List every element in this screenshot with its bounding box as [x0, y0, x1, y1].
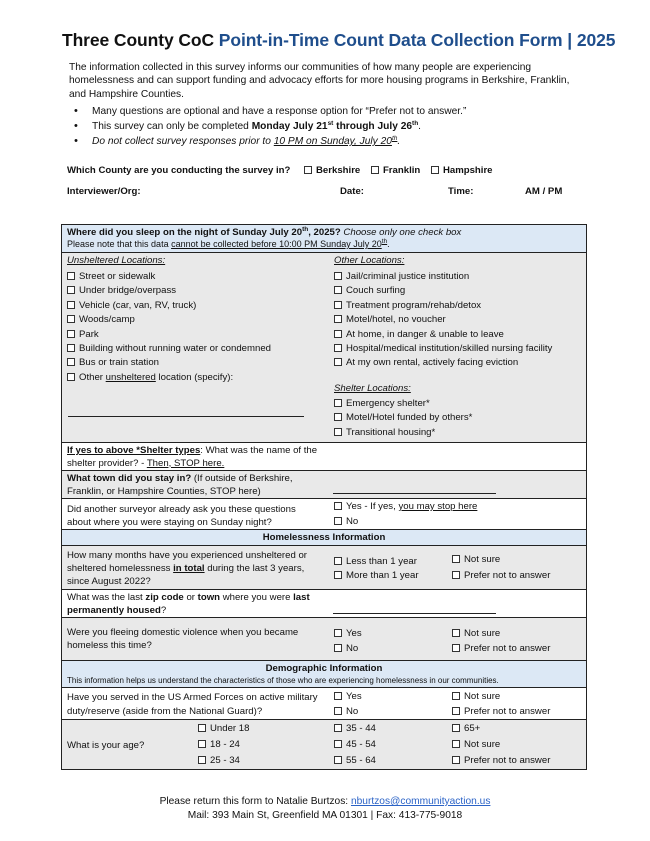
county-question: Which County are you conducting the survey in?	[67, 165, 291, 176]
dv-prefer-not[interactable]	[452, 643, 550, 654]
checkbox[interactable]	[452, 644, 460, 652]
checkbox[interactable]	[334, 692, 342, 700]
option-label: 18 - 24	[210, 739, 240, 750]
option-label: Couch surfing	[346, 285, 406, 297]
checkbox[interactable]	[452, 571, 460, 579]
option-couch[interactable]	[334, 284, 552, 298]
question-text: during the last 3 years, since August 2022?	[67, 563, 305, 587]
checkbox[interactable]	[334, 517, 342, 525]
checkbox[interactable]	[334, 724, 342, 732]
checkbox[interactable]	[334, 756, 342, 764]
sup: th	[381, 238, 388, 245]
sleep-locations	[62, 252, 586, 442]
question-bold: town	[197, 592, 221, 603]
section-heading: Homelessness Information	[262, 532, 386, 543]
option-label-underlined: you may stop here	[398, 501, 478, 512]
note-underlined: cannot be collected before 10:00 PM Sunday July 20	[171, 239, 382, 249]
military-yes[interactable]	[334, 691, 362, 702]
county-hampshire[interactable]	[429, 165, 493, 176]
sleep-question	[67, 227, 461, 238]
bullet-text: .	[418, 121, 422, 132]
question-text: How many months have you experienced unsheltered or sheltered homelessness	[67, 550, 307, 574]
dv-row	[62, 617, 586, 660]
option-motel-funded[interactable]	[334, 411, 472, 425]
question-text: : What was the name of the shelter provider? -	[67, 445, 318, 469]
age-45-54[interactable]	[334, 739, 376, 750]
option-label: Not sure	[464, 739, 501, 750]
survey-form	[61, 224, 587, 770]
bullet-text: Many questions are optional and have a response option for “Prefer not to answer.”	[92, 106, 467, 117]
demographic-section-header	[62, 660, 586, 687]
option-label: Under bridge/overpass	[79, 285, 177, 297]
checkbox[interactable]	[198, 724, 206, 732]
option-label: Not sure	[464, 691, 501, 702]
checkbox[interactable]	[67, 286, 75, 294]
option-label: Less than 1 year	[346, 556, 417, 567]
months-question	[67, 549, 325, 588]
months-more-1[interactable]	[334, 570, 419, 581]
checkbox[interactable]	[334, 502, 342, 510]
option-label: Prefer not to answer	[464, 570, 551, 581]
question-text: or	[183, 592, 198, 603]
county-berkshire[interactable]	[302, 165, 360, 176]
unsheltered-heading: Unsheltered Locations:	[67, 255, 166, 266]
bullet-bold: through July 26	[333, 121, 413, 132]
footer-return	[0, 795, 650, 809]
checkbox[interactable]	[334, 399, 342, 407]
checkbox[interactable]	[452, 555, 460, 563]
bullet-bold: Monday July 21	[251, 121, 328, 132]
dv-yes[interactable]	[334, 628, 362, 639]
age-not-sure[interactable]	[452, 739, 500, 750]
note-text: Please note that this data	[67, 239, 172, 249]
intro-paragraph: The information collected in this survey informs our communities of how many people are experiencing homelessness and can support funding and advocacy efforts for more housing programs in Berkshire, Franklin, and Hampshire Counties.	[69, 62, 570, 100]
option-label: Hospital/medical institution/skilled nursing facility	[346, 343, 553, 355]
age-18-24[interactable]	[198, 739, 240, 750]
page-title	[62, 30, 615, 51]
checkbox[interactable]	[431, 166, 439, 174]
checkbox[interactable]	[334, 330, 342, 338]
age-35-44[interactable]	[334, 723, 376, 734]
another-surveyor-no[interactable]	[334, 516, 358, 527]
another-surveyor-yes[interactable]	[334, 501, 477, 512]
option-building[interactable]	[67, 342, 271, 356]
checkbox[interactable]	[67, 330, 75, 338]
title-accent: Point-in-Time Count Data Collection Form | 2025	[218, 30, 616, 50]
option-label: Motel/Hotel funded by others*	[346, 412, 473, 424]
shelter-provider-row	[62, 442, 586, 470]
bullet-text: .	[397, 136, 401, 147]
checkbox[interactable]	[334, 707, 342, 715]
checkbox[interactable]	[334, 557, 342, 565]
shelter-list	[334, 397, 472, 440]
option-label: 65+	[464, 723, 481, 734]
question-hint: Choose only one check box	[340, 227, 462, 238]
option-label: Yes	[346, 691, 362, 702]
option-label: Not sure	[464, 554, 501, 565]
option-park[interactable]	[67, 328, 271, 342]
option-jail[interactable]	[334, 270, 552, 284]
option-label: Other	[79, 371, 106, 383]
military-not-sure[interactable]	[452, 691, 500, 702]
other-list	[334, 270, 552, 371]
checkbox[interactable]	[334, 740, 342, 748]
option-rental-eviction[interactable]	[334, 356, 552, 370]
option-label: Prefer not to answer	[464, 755, 551, 766]
option-label: 55 - 64	[346, 755, 376, 766]
footer-mail: Mail: 393 Main St, Greenfield MA 01301 | Fax: 413-775-9018	[187, 810, 463, 821]
months-not-sure[interactable]	[452, 554, 500, 565]
option-label: At my own rental, actively facing eviction	[346, 357, 519, 369]
option-label: Bus or train station	[79, 357, 159, 369]
option-label: Vehicle (car, van, RV, truck)	[79, 299, 197, 311]
option-treatment[interactable]	[334, 299, 552, 313]
sleep-note	[67, 239, 390, 249]
months-less-1[interactable]	[334, 556, 417, 567]
checkbox[interactable]	[67, 315, 75, 323]
military-prefer-not[interactable]	[452, 706, 550, 717]
age-25-34[interactable]	[198, 755, 240, 766]
dv-not-sure[interactable]	[452, 628, 500, 639]
another-surveyor-question: Did another surveyor already ask you these questions about where you were staying on Sunday night?	[67, 504, 296, 528]
zip-row	[62, 589, 586, 617]
age-55-64[interactable]	[334, 755, 376, 766]
date-label: Date:	[340, 186, 364, 197]
question-bold: If yes to above *Shelter types	[67, 445, 201, 456]
dv-question: Were you fleeing domestic violence when you became homeless this time?	[67, 627, 299, 651]
zip-question	[67, 592, 325, 617]
checkbox[interactable]	[334, 272, 342, 280]
checkbox[interactable]	[334, 286, 342, 294]
checkbox[interactable]	[452, 724, 460, 732]
option-woods[interactable]	[67, 313, 271, 327]
military-row	[62, 687, 586, 719]
age-row	[62, 719, 586, 769]
sleep-question-header	[62, 225, 586, 252]
option-label: Not sure	[464, 628, 501, 639]
bullet-sup: th	[412, 120, 419, 127]
option-home-danger[interactable]	[334, 328, 552, 342]
option-label: Transitional housing*	[346, 426, 436, 438]
option-street[interactable]	[67, 270, 271, 284]
option-label: No	[346, 706, 359, 717]
checkbox[interactable]	[334, 344, 342, 352]
interviewer-label: Interviewer/Org:	[67, 186, 141, 197]
option-label: More than 1 year	[346, 570, 419, 581]
option-motel-no-voucher[interactable]	[334, 313, 552, 327]
question-text: Where did you sleep on the night of Sunday July 20	[67, 227, 303, 238]
zip-field[interactable]	[333, 613, 496, 614]
option-transitional[interactable]	[334, 426, 472, 440]
bullet-optional	[69, 104, 589, 119]
military-no[interactable]	[334, 706, 358, 717]
checkbox[interactable]	[334, 301, 342, 309]
option-label: Yes	[346, 628, 362, 639]
option-bus-train[interactable]	[67, 356, 271, 370]
question-bold: What town did you stay in?	[67, 473, 192, 484]
checkbox[interactable]	[67, 373, 75, 381]
shelter-provider-question	[67, 445, 322, 470]
checkbox[interactable]	[198, 740, 206, 748]
homelessness-section-header	[62, 529, 586, 545]
option-hospital[interactable]	[334, 342, 552, 356]
town-question	[67, 473, 322, 498]
checkbox[interactable]	[334, 629, 342, 637]
section-heading: Demographic Information	[265, 663, 383, 674]
checkbox[interactable]	[334, 315, 342, 323]
bullet-dates	[69, 119, 589, 134]
option-label: 35 - 44	[346, 723, 376, 734]
shelter-provider-field[interactable]	[330, 445, 580, 469]
option-label: Jail/criminal justice institution	[346, 271, 470, 282]
option-label: Building without running water or condemned	[79, 343, 271, 355]
checkbox[interactable]	[334, 428, 342, 436]
bullet-text: This survey can only be completed	[92, 121, 252, 132]
footer-email-link[interactable]: nburtzos@communityaction.us	[350, 796, 491, 807]
other-heading: Other Locations:	[334, 255, 405, 266]
option-label: Prefer not to answer	[464, 643, 551, 654]
checkbox[interactable]	[452, 692, 460, 700]
question-underlined: in total	[173, 563, 205, 574]
question-bold: last permanently housed	[67, 592, 310, 616]
option-label: Prefer not to answer	[464, 706, 551, 717]
county-label: Hampshire	[442, 165, 493, 176]
checkbox[interactable]	[334, 413, 342, 421]
option-label: Park	[79, 328, 99, 340]
age-under-18[interactable]	[198, 723, 249, 734]
county-franklin[interactable]	[369, 165, 420, 176]
question-bold: zip code	[145, 592, 184, 603]
bullet-underlined: 10 PM on Sunday, July 20	[273, 136, 392, 147]
age-question: What is your age?	[67, 740, 145, 751]
option-label: At home, in danger & unable to leave	[346, 328, 504, 340]
checkbox[interactable]	[67, 301, 75, 309]
option-emergency-shelter[interactable]	[334, 397, 472, 411]
option-label: No	[346, 643, 359, 654]
option-label: Under 18	[210, 723, 250, 734]
checkbox[interactable]	[67, 358, 75, 366]
footer-text: Please return this form to Natalie Burtzos:	[159, 796, 351, 807]
question-text: (If outside of Berkshire, Franklin, or Hampshire Counties, STOP here)	[67, 473, 293, 497]
title-prefix: Three County CoC	[62, 30, 219, 50]
shelter-heading: Shelter Locations:	[334, 383, 411, 394]
county-options	[302, 165, 499, 176]
checkbox[interactable]	[334, 358, 342, 366]
question-text: ?	[160, 604, 167, 616]
sup: th	[302, 226, 309, 233]
checkbox[interactable]	[371, 166, 379, 174]
checkbox[interactable]	[452, 740, 460, 748]
option-label: Treatment program/rehab/detox	[346, 299, 482, 311]
bullet-no-collect	[69, 134, 589, 149]
unsheltered-list	[67, 270, 271, 385]
bullet-sup: th	[391, 135, 398, 142]
question-text: where you were	[220, 592, 294, 603]
another-surveyor-row	[62, 498, 586, 529]
town-field[interactable]	[333, 493, 496, 494]
checkbox[interactable]	[452, 756, 460, 764]
other-unsheltered-specify-field[interactable]	[68, 416, 304, 417]
county-label: Franklin	[382, 165, 421, 176]
option-label: 45 - 54	[346, 739, 376, 750]
checkbox[interactable]	[334, 571, 342, 579]
checkbox[interactable]	[452, 629, 460, 637]
checkbox[interactable]	[452, 707, 460, 715]
option-label: No	[346, 516, 359, 527]
dv-no[interactable]	[334, 643, 358, 654]
checkbox[interactable]	[67, 272, 75, 280]
instruction-bullets	[69, 104, 589, 149]
option-label: Emergency shelter*	[346, 398, 430, 409]
checkbox[interactable]	[67, 344, 75, 352]
bullet-text: Do not collect survey responses prior to	[92, 136, 274, 147]
county-label: Berkshire	[316, 165, 361, 176]
bullet-sup: st	[327, 120, 334, 127]
option-label: Street or sidewalk	[79, 271, 156, 282]
time-label: Time:	[448, 186, 474, 197]
section-subheading: This information helps us understand the characteristics of those who are experiencing homelessness in our communities.	[67, 676, 499, 685]
note-text: .	[387, 239, 390, 249]
option-label: Woods/camp	[79, 314, 135, 326]
months-prefer-not[interactable]	[452, 570, 550, 581]
option-other-unsheltered[interactable]	[67, 371, 271, 385]
option-label: Yes - If yes,	[346, 501, 399, 512]
option-label: 25 - 34	[210, 755, 240, 766]
checkbox[interactable]	[304, 166, 312, 174]
checkbox[interactable]	[198, 756, 206, 764]
age-65-plus[interactable]	[452, 723, 480, 734]
option-vehicle[interactable]	[67, 299, 271, 313]
option-label: Motel/hotel, no voucher	[346, 314, 446, 326]
ampm-label[interactable]: AM / PM	[525, 186, 563, 197]
months-row	[62, 545, 586, 589]
option-bridge[interactable]	[67, 284, 271, 298]
question-underlined: Then, STOP here.	[146, 457, 225, 469]
age-prefer-not[interactable]	[452, 755, 550, 766]
town-row	[62, 470, 586, 498]
option-label-underlined: unsheltered	[105, 371, 156, 383]
checkbox[interactable]	[334, 644, 342, 652]
military-question: Have you served in the US Armed Forces on active military duty/reserve (aside from the National Guard)?	[67, 692, 318, 717]
question-text: What was the last	[67, 592, 146, 603]
option-label: location (specify):	[155, 371, 234, 383]
question-text: , 2025?	[308, 227, 341, 238]
